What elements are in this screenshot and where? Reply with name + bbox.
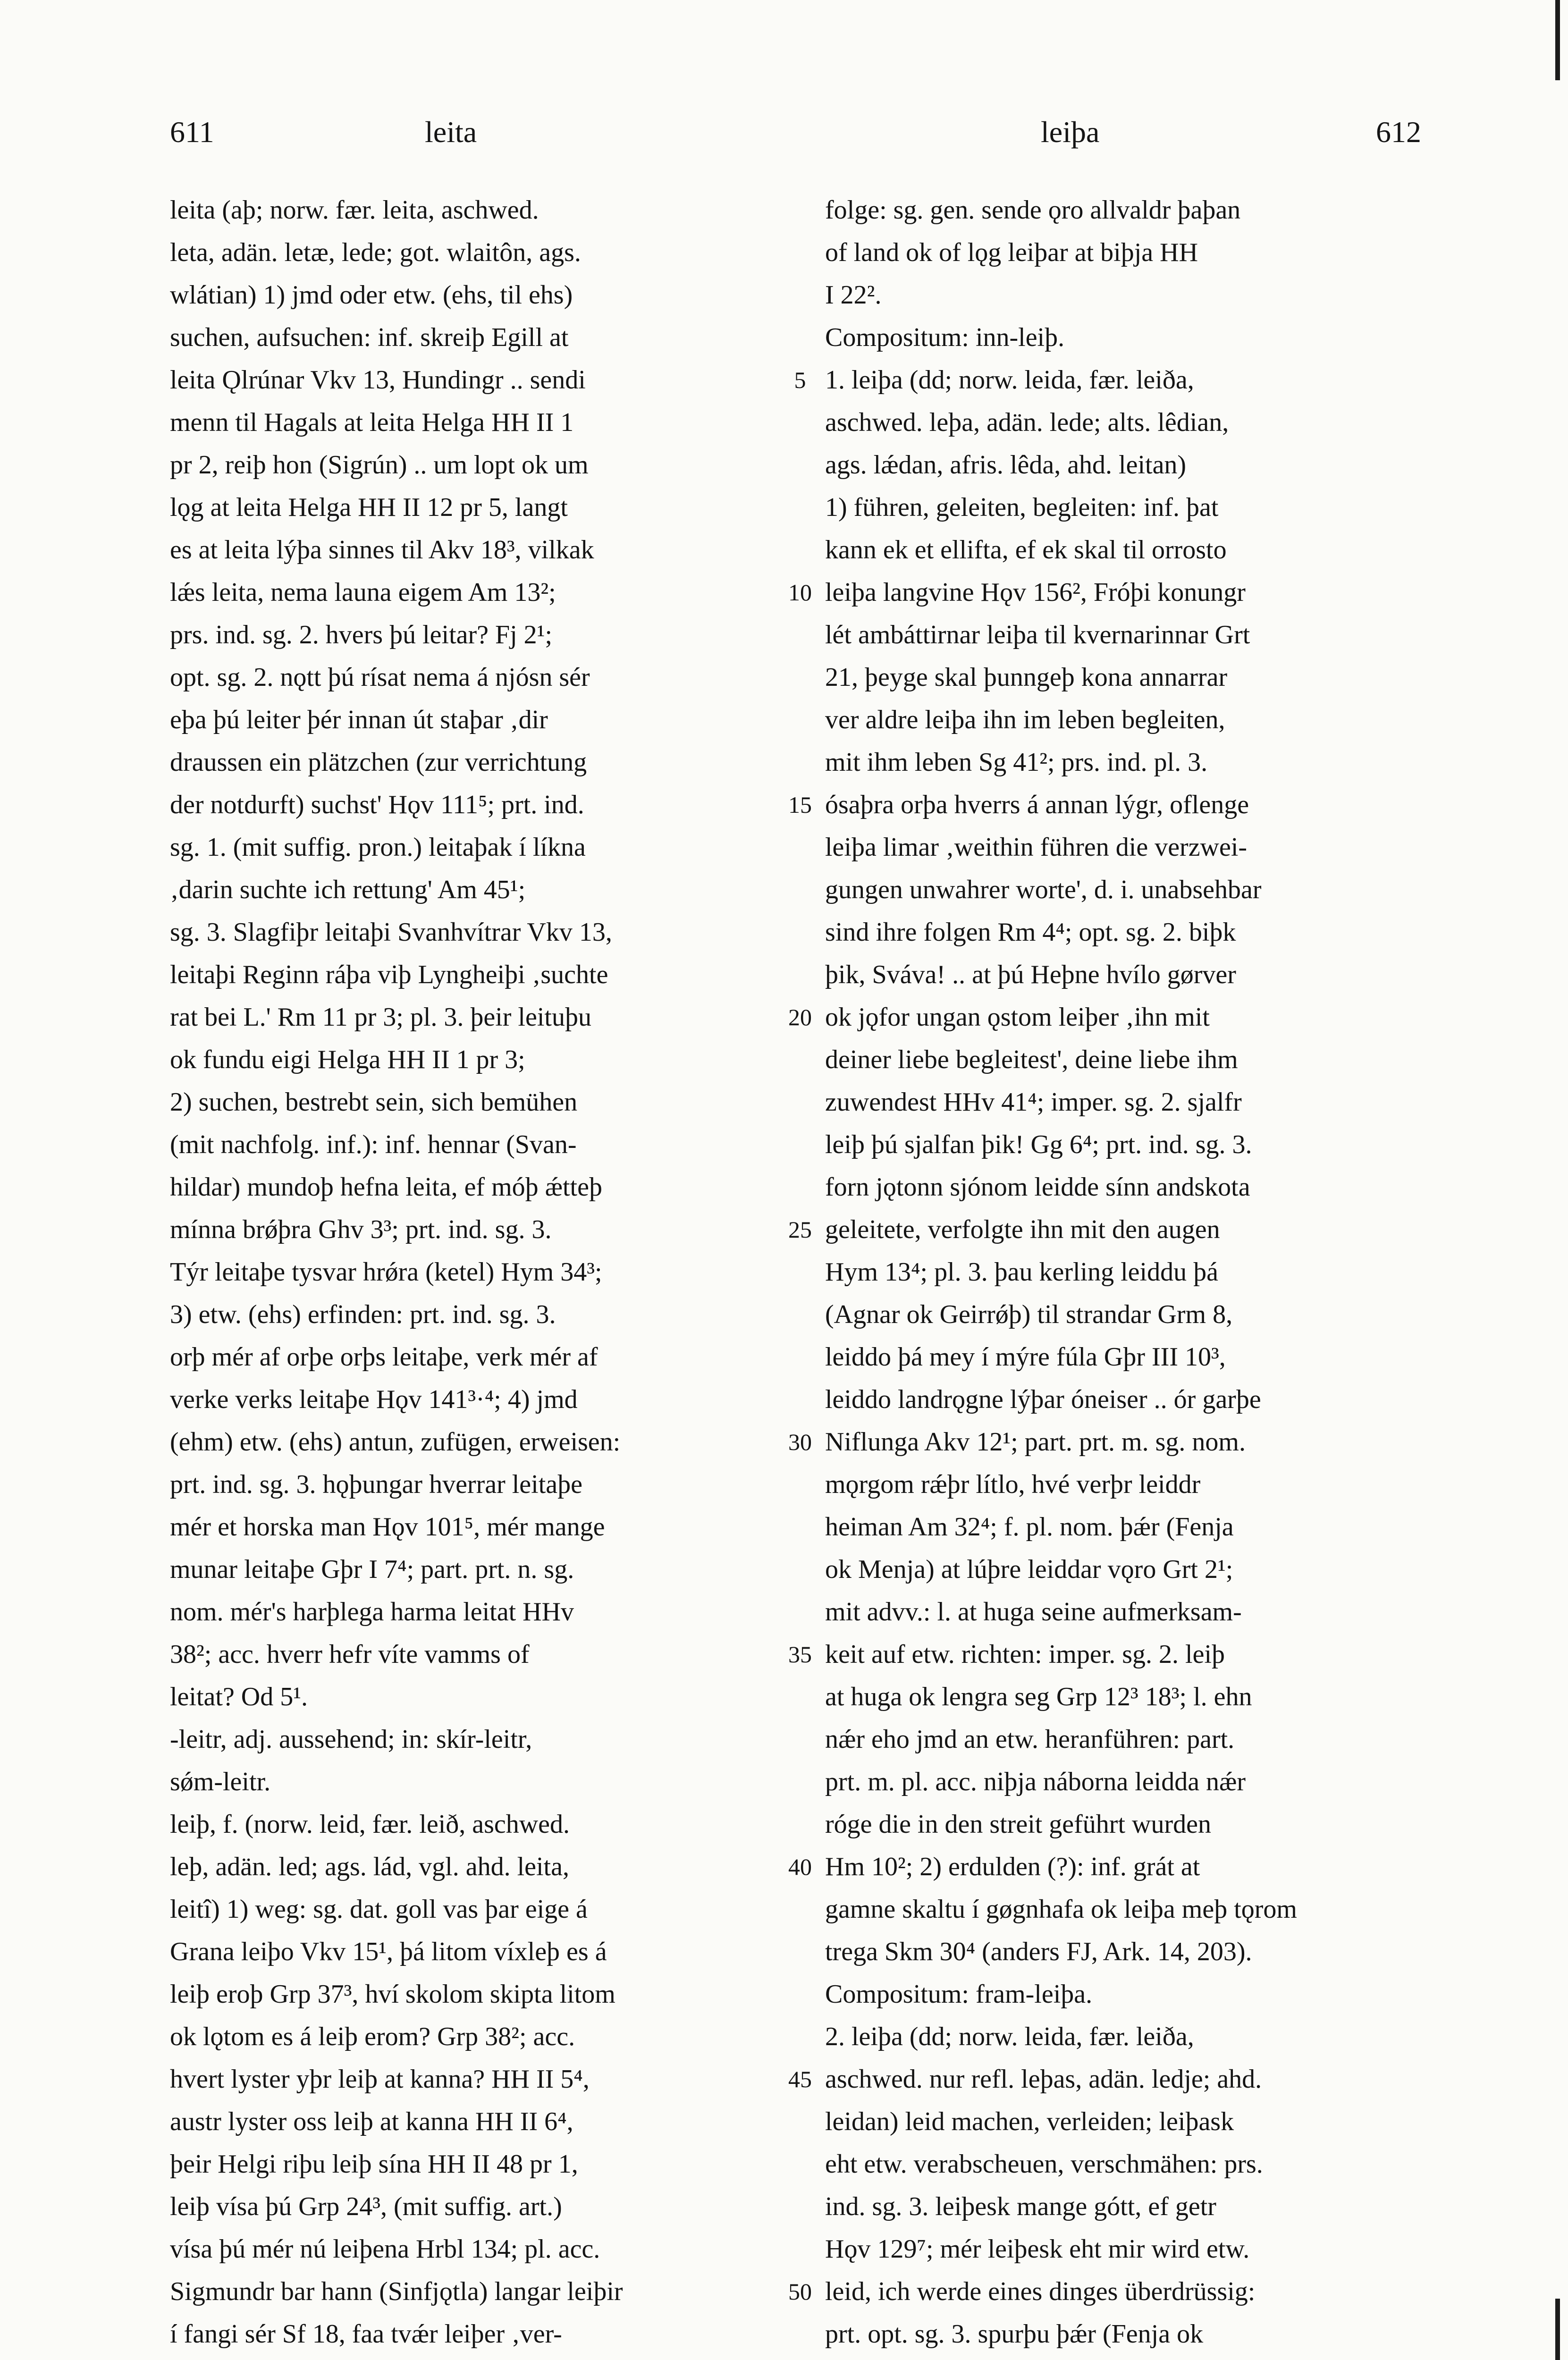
text-line: munar leitaþe Gþr I 7⁴; part. prt. n. sg. (170, 1555, 574, 1584)
binding-edge-mark (1555, 2299, 1560, 2360)
text-line: gungen unwahrer worte', d. i. unabsehbar (825, 875, 1262, 904)
right-column (825, 189, 1481, 2349)
left-page-number: 611 (170, 115, 214, 149)
text-line: leiddo landrǫgne lýþar óneiser .. ór garþe (825, 1385, 1261, 1414)
text-line: Compositum: fram-leiþa. (825, 1980, 1093, 2009)
text-line: lét ambáttirnar leiþa til kvernarinnar Grt (825, 620, 1250, 649)
text-line: prt. m. pl. acc. niþja náborna leidda nǽr (825, 1767, 1246, 1796)
text-line: Hym 13⁴; pl. 3. þau kerling leiddu þá (825, 1257, 1218, 1287)
text-line: verke verks leitaþe Hǫv 141³·⁴; 4) jmd (170, 1385, 578, 1414)
text-line: lǫg at leita Helga HH II 12 pr 5, langt (170, 493, 568, 522)
text-line: þik, Sváva! .. at þú Heþne hvílo gørver (825, 960, 1236, 989)
line-number: 45 (788, 2066, 812, 2092)
line-number: 35 (788, 1641, 812, 1668)
text-line: leid, ich werde eines dinges überdrüssig: (825, 2277, 1256, 2306)
text-line: nom. mér's harþlega harma leitat HHv (170, 1597, 574, 1627)
text-line: Grana leiþo Vkv 15¹, þá litom víxleþ es á (170, 1937, 607, 1966)
text-line: leiþ, f. (norw. leid, fær. leið, aschwed. (170, 1810, 570, 1839)
text-line: 2. leiþa (dd; norw. leida, fær. leiða, (825, 2022, 1194, 2051)
text-line: geleitete, verfolgte ihn mit den augen (825, 1215, 1220, 1244)
text-line: leiddo þá mey í mýre fúla Gþr III 10³, (825, 1342, 1226, 1372)
text-line: rat bei L.' Rm 11 pr 3; pl. 3. þeir leituþu (170, 1003, 591, 1032)
text-line: forn jǫtonn sjónom leidde sínn andskota (825, 1172, 1250, 1202)
text-line: zuwendest HHv 41⁴; imper. sg. 2. sjalfr (825, 1087, 1242, 1117)
text-line: ‚darin suchte ich rettung' Am 45¹; (170, 875, 526, 904)
line-number: 25 (788, 1216, 812, 1243)
text-line: ind. sg. 3. leiþesk mange gótt, ef getr (825, 2192, 1216, 2221)
text-line: menn til Hagals at leita Helga HH II 1 (170, 408, 574, 437)
text-line: (mit nachfolg. inf.): inf. hennar (Svan- (170, 1130, 577, 1159)
text-line: nǽr eho jmd an etw. heranführen: part. (825, 1725, 1235, 1754)
text-line: (ehm) etw. (ehs) antun, zufügen, erweisen: (170, 1427, 621, 1457)
text-line: hvert lyster yþr leiþ at kanna? HH II 5⁴, (170, 2065, 590, 2094)
text-line: Týr leitaþe tysvar hrǿra (ketel) Hym 34³; (170, 1257, 602, 1287)
line-number: 10 (788, 579, 812, 606)
text-line (170, 2355, 606, 2360)
text-line: at huga ok lengra seg Grp 12³ 18³; l. ehn (825, 1682, 1252, 1711)
text-line: Niflunga Akv 12¹; part. prt. m. sg. nom. (825, 1427, 1246, 1457)
text-line: of land ok of lǫg leiþar at biþja HH (825, 238, 1198, 267)
line-number: 15 (788, 792, 812, 818)
text-line: folge: sg. gen. sende ǫro allvaldr þaþan (825, 195, 1241, 225)
text-line: leitaþi Reginn ráþa viþ Lyngheiþi ‚suchte (170, 960, 608, 989)
text-line: leiþ eroþ Grp 37³, hví skolom skipta litom (170, 1980, 615, 2009)
text-line: þeir Helgi riþu leiþ sína HH II 48 pr 1, (170, 2149, 578, 2179)
line-number: 50 (788, 2278, 812, 2305)
text-line: (Agnar ok Geirrǿþ) til strandar Grm 8, (825, 1300, 1233, 1329)
text-line: I 22². (825, 280, 882, 310)
text-line: prt. opt. sg. 3. spurþu þǽr (Fenja ok (825, 2319, 1204, 2349)
right-running-head: leiþa (1041, 115, 1100, 149)
text-line: 1) führen, geleiten, begleiten: inf. þat (825, 493, 1219, 522)
text-line: ok lǫtom es á leiþ erom? Grp 38²; acc. (170, 2022, 575, 2051)
text-line: ver aldre leiþa ihn im leben begleiten, (825, 705, 1225, 734)
line-number: 40 (788, 1854, 812, 1880)
text-line: draussen ein plätzchen (zur verrichtung (170, 748, 587, 777)
text-line: Sigmundr bar hann (Sinfjǫtla) langar leiþir (170, 2277, 623, 2306)
text-line: lǽs leita, nema launa eigem Am 13²; (170, 578, 556, 607)
text-line: sǿm-leitr. (170, 1767, 271, 1796)
text-line: róge die in den streit geführt wurden (825, 1810, 1211, 1839)
text-line: ags. lǽdan, afris. lêda, ahd. leitan) (825, 450, 1187, 480)
text-line: 38²; acc. hverr hefr víte vamms of (170, 1640, 530, 1669)
text-line: sind ihre folgen Rm 4⁴; opt. sg. 2. biþk (825, 918, 1236, 947)
text-line: austr lyster oss leiþ at kanna HH II 6⁴, (170, 2107, 573, 2136)
text-line: 2) suchen, bestrebt sein, sich bemühen (170, 1087, 578, 1117)
text-line: suchen, aufsuchen: inf. skreiþ Egill at (170, 323, 569, 352)
text-line: pr 2, reiþ hon (Sigrún) .. um lopt ok um (170, 450, 589, 480)
text-line: 3) etw. (ehs) erfinden: prt. ind. sg. 3. (170, 1300, 556, 1329)
text-line: leiþa langvine Hǫv 156², Fróþi konungr (825, 578, 1246, 607)
text-line: leita (aþ; norw. fær. leita, aschwed. (170, 195, 539, 225)
text-line: mit ihm leben Sg 41²; prs. ind. pl. 3. (825, 748, 1208, 777)
text-line: leidan) leid machen, verleiden; leiþask (825, 2107, 1234, 2136)
text-line: aschwed. leþa, adän. lede; alts. lêdian, (825, 408, 1229, 437)
line-number: 30 (788, 1429, 812, 1455)
text-line: mǫrgom rǽþr lítlo, hvé verþr leiddr (825, 1470, 1201, 1499)
text-line: kann ek et ellifta, ef ek skal til orrosto (825, 535, 1227, 565)
text-line: prt. ind. sg. 3. hǫþungar hverrar leitaþe (170, 1470, 582, 1499)
text-line: eþa þú leiter þér innan út staþar ‚dir (170, 705, 548, 734)
text-line: Compositum: inn-leiþ. (825, 323, 1065, 352)
text-line: aschwed. nur refl. leþas, adän. ledje; ahd. (825, 2065, 1262, 2094)
text-line: ósaþra orþa hverrs á annan lýgr, oflenge (825, 790, 1249, 819)
text-line: leiþ þú sjalfan þik! Gg 6⁴; prt. ind. sg. 3. (825, 1130, 1252, 1159)
text-line: Hǫv 129⁷; mér leiþesk eht mir wird etw. (825, 2234, 1250, 2264)
text-line: prs. ind. sg. 2. hvers þú leitar? Fj 2¹; (170, 620, 553, 649)
right-page-number: 612 (1376, 115, 1421, 149)
text-line: í fangi sér Sf 18, faa tvǽr leiþer ‚ver- (170, 2319, 562, 2349)
text-line (825, 2355, 1198, 2360)
text-line: trega Skm 30⁴ (anders FJ, Ark. 14, 203). (825, 1937, 1252, 1966)
text-line: orþ mér af orþe orþs leitaþe, verk mér af (170, 1342, 598, 1372)
text-line: leitî) 1) weg: sg. dat. goll vas þar eige á (170, 1895, 588, 1924)
text-line: -leitr, adj. aussehend; in: skír-leitr, (170, 1725, 532, 1754)
text-line: sg. 3. Slagfiþr leitaþi Svanhvítrar Vkv 13, (170, 918, 612, 947)
text-line: es at leita lýþa sinnes til Akv 18³, vilkak (170, 535, 594, 565)
text-line: sg. 1. (mit suffig. pron.) leitaþak í líkna (170, 833, 586, 862)
text-line: hildar) mundoþ hefna leita, ef móþ ǽtteþ (170, 1172, 602, 1202)
text-line: 21, þeyge skal þunngeþ kona annarrar (825, 663, 1228, 692)
text-line: gamne skaltu í gøgnhafa ok leiþa meþ tǫrom (825, 1895, 1297, 1924)
text-line: 1. leiþa (dd; norw. leida, fær. leiða, (825, 365, 1194, 395)
text-line: wlátian) 1) jmd oder etw. (ehs, til ehs) (170, 280, 573, 310)
text-line: heiman Am 32⁴; f. pl. nom. þǽr (Fenja (825, 1512, 1234, 1542)
line-number: 20 (788, 1004, 812, 1030)
line-number: 5 (794, 367, 806, 393)
text-line: vísa þú mér nú leiþena Hrbl 134; pl. acc. (170, 2234, 600, 2264)
binding-edge-mark (1555, 0, 1560, 80)
text-line: Hm 10²; 2) erdulden (?): inf. grát at (825, 1852, 1200, 1881)
text-line: mit advv.: l. at huga seine aufmerksam- (825, 1597, 1242, 1627)
text-line: leiþa limar ‚weithin führen die verzwei- (825, 833, 1248, 862)
text-line: ok Menja) at lúþre leiddar vǫro Grt 2¹; (825, 1555, 1233, 1584)
text-line: mér et horska man Hǫv 101⁵, mér mange (170, 1512, 605, 1542)
text-line: leiþ vísa þú Grp 24³, (mit suffig. art.) (170, 2192, 562, 2221)
text-line: der notdurft) suchst' Hǫv 111⁵; prt. ind. (170, 790, 584, 819)
text-line: deiner liebe begleitest', deine liebe ihm (825, 1045, 1238, 1074)
text-line: leitat? Od 5¹. (170, 1682, 308, 1711)
text-line: ok fundu eigi Helga HH II 1 pr 3; (170, 1045, 525, 1074)
text-line: keit auf etw. richten: imper. sg. 2. leiþ (825, 1640, 1225, 1669)
text-line: leþ, adän. led; ags. lád, vgl. ahd. leita, (170, 1852, 569, 1881)
text-line: ok jǫfor ungan ǫstom leiþer ‚ihn mit (825, 1003, 1210, 1032)
left-running-head: leita (425, 115, 477, 149)
text-line: mínna brǿþra Ghv 3³; prt. ind. sg. 3. (170, 1215, 552, 1244)
text-line: leita Ǫlrúnar Vkv 13, Hundingr .. sendi (170, 365, 586, 395)
text-line: opt. sg. 2. nǫtt þú rísat nema á njósn sér (170, 663, 590, 692)
text-line: eht etw. verabscheuen, verschmähen: prs. (825, 2149, 1263, 2179)
text-line: leta, adän. letæ, lede; got. wlaitôn, ags. (170, 238, 581, 267)
